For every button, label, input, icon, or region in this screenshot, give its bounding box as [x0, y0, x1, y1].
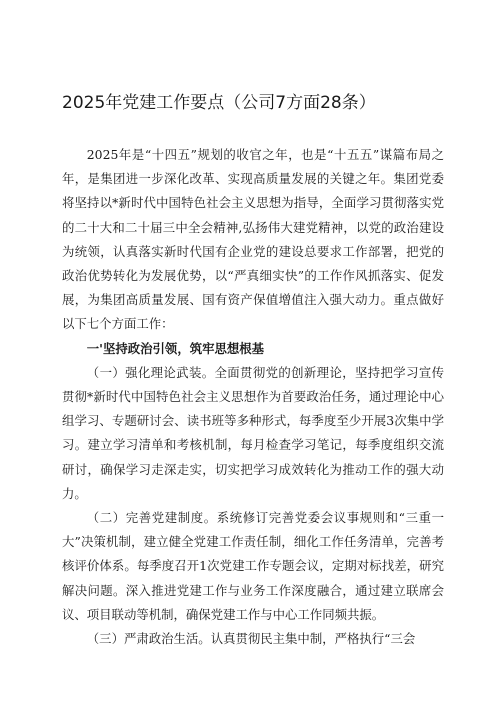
document-body — [62, 143, 444, 651]
item-paragraph-2: （二）完善党建制度。系统修订完善党委会议事规则和“三重一大”决策机制，建立健全党建工作责任制，细化工作任务清单，完善考核评价体系。每季度召开1次党建工作专题会议，定期对标找差，研究解决问题。深入推进党建工作与业务工作深度融合，通过建立联席会议、项目联动等机制，确保党建工作与中心工作同频共振。 — [62, 510, 444, 622]
item-paragraph-3: （三）严肃政治生活。认真贯彻民主集中制，严格执行“三会 — [86, 631, 416, 647]
section-heading: 一'坚持政治引领，筑牢思想根基 — [86, 340, 265, 356]
item-paragraph-1: （一）强化理论武装。全面贯彻党的创新理论，坚持把学习宣传贯彻*新时代中国特色社会主义思想作为首要政治任务，通过理论中心组学习、专题研讨会、读书班等多种形式，每季度至少开展3次集中学习。建立学习清单和考核机制，每月检查学习笔记，每季度组织交流研讨，确保学习走深走实，切实把学习成效转化为推动工作的强大动力。 — [62, 364, 444, 501]
document-title: 2025年党建工作要点（公司7方面28条） — [62, 93, 376, 113]
intro-paragraph: 2025年是“十四五”规划的收官之年，也是“十五五”谋篇布局之年，是集团进一步深化改革、实现高质量发展的关键之年。集团党委将坚持以*新时代中国特色社会主义思想为指导，全面学习贯彻落实党的二十大和二十届三中全会精神,弘扬伟大建党精神，以党的政治建设为统领，认真落实新时代国有企业党的建设总要求工作部署，把党的政治优势转化为发展优势，以“严真细实快”的工作作风抓落实、促发展，为集团高质量发展、国有资产保值增值注入强大动力。重点做好以下七个方面工作： — [62, 147, 444, 332]
